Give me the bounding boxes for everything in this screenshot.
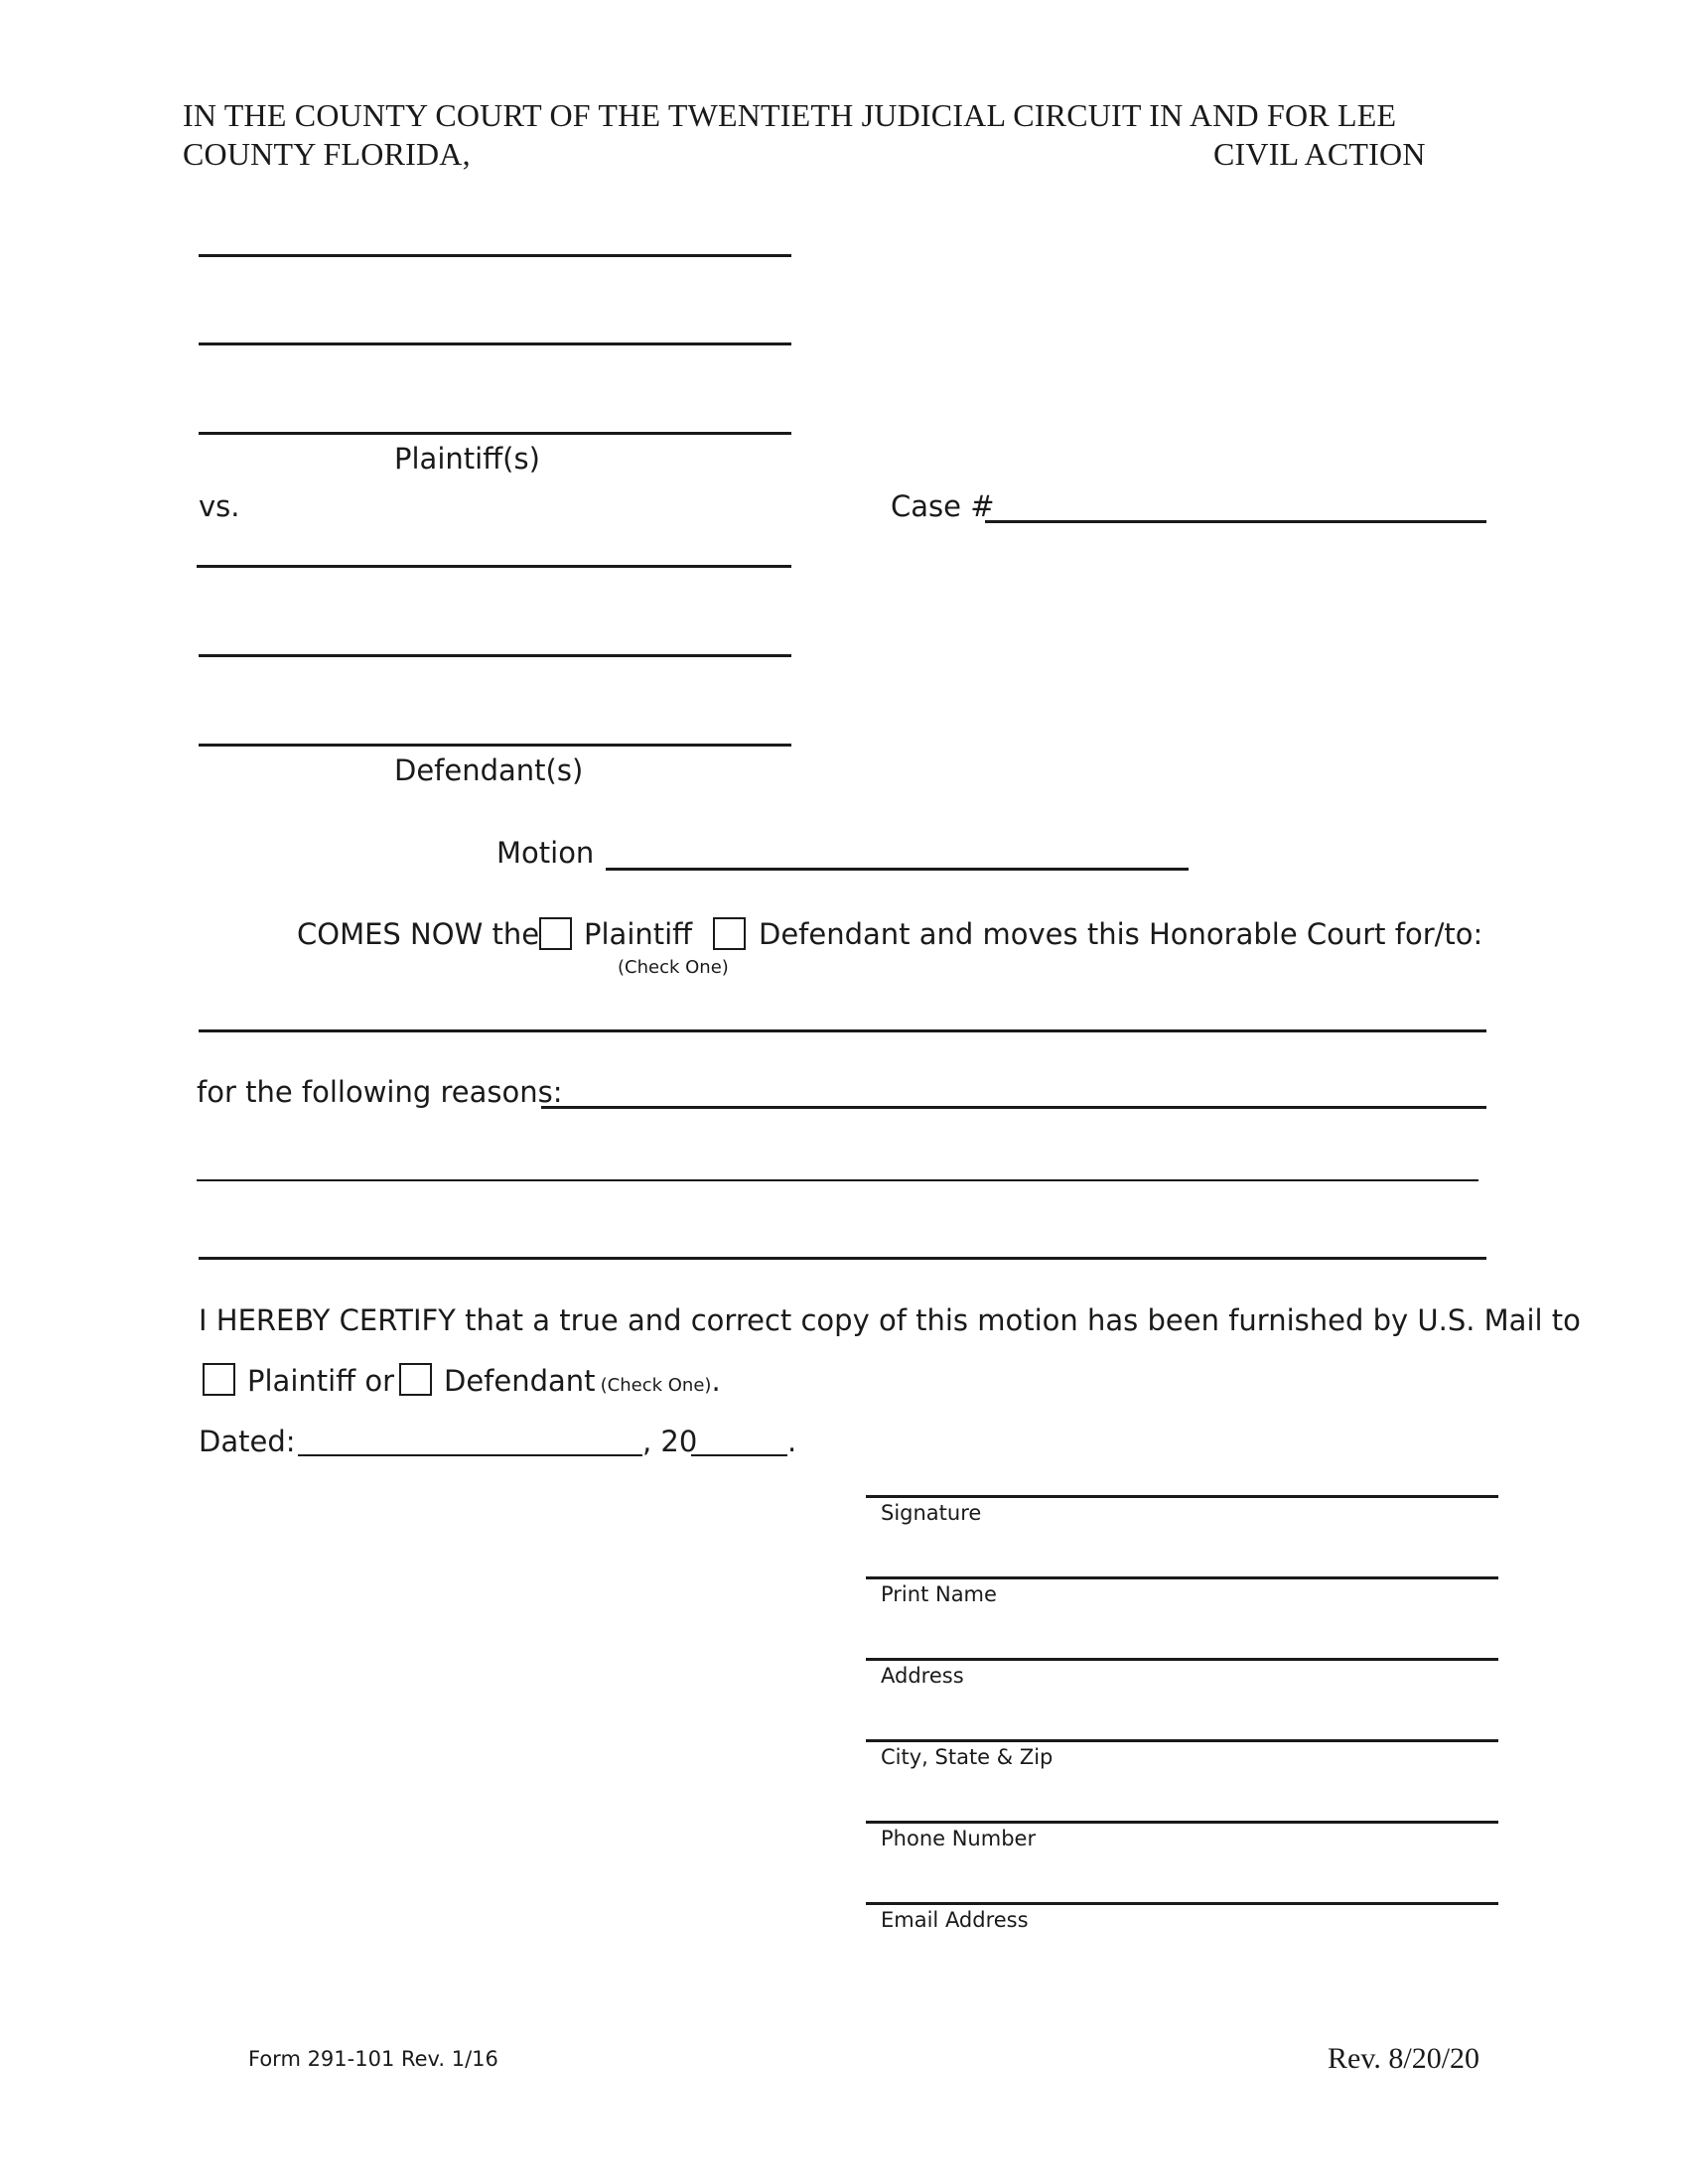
print-name-label: Print Name — [881, 1582, 997, 1606]
defendant-name-line-2[interactable] — [199, 654, 791, 657]
certify-statement: I HEREBY CERTIFY that a true and correct copy of this motion has been furnished by U.S. Mail to — [199, 1303, 1581, 1337]
reasons-label: for the following reasons: — [197, 1075, 563, 1109]
year-prefix: , 20 — [642, 1425, 698, 1458]
civil-action-label: CIVIL ACTION — [1213, 136, 1426, 172]
comes-now-text: COMES NOW the — [297, 917, 540, 951]
defendant-name-line-3[interactable] — [199, 744, 791, 747]
reasons-line-3[interactable] — [199, 1257, 1486, 1260]
plaintiff-name-line-3[interactable] — [199, 432, 791, 435]
movant-plaintiff-label: Plaintiff — [584, 917, 693, 951]
address-line[interactable] — [866, 1658, 1498, 1661]
city-state-zip-label: City, State & Zip — [881, 1745, 1054, 1769]
service-plaintiff-checkbox[interactable] — [203, 1363, 235, 1396]
signature-label: Signature — [881, 1501, 982, 1525]
plaintiff-name-line-2[interactable] — [199, 342, 791, 345]
plaintiffs-label: Plaintiff(s) — [394, 442, 540, 476]
form-number: Form 291-101 Rev. 1/16 — [248, 2047, 498, 2071]
service-defendant-group — [444, 1364, 721, 1398]
year-line[interactable] — [691, 1454, 787, 1456]
case-number-line[interactable] — [985, 520, 1486, 523]
defendant-name-line-1[interactable] — [197, 565, 791, 568]
service-defendant-checkbox[interactable] — [399, 1363, 432, 1396]
phone-number-label: Phone Number — [881, 1827, 1037, 1850]
movant-plaintiff-checkbox[interactable] — [539, 917, 572, 950]
movant-defendant-label: Defendant and moves this Honorable Court for/to: — [759, 917, 1483, 951]
dated-period: . — [787, 1425, 797, 1458]
case-number-label: Case # — [891, 489, 995, 523]
print-name-line[interactable] — [866, 1576, 1498, 1579]
email-address-label: Email Address — [881, 1908, 1029, 1932]
city-state-zip-line[interactable] — [866, 1739, 1498, 1742]
reasons-line-2[interactable] — [197, 1179, 1478, 1181]
court-header-line1: IN THE COUNTY COURT OF THE TWENTIETH JUDICIAL CIRCUIT IN AND FOR LEE — [183, 97, 1397, 133]
motion-label: Motion — [496, 836, 595, 870]
address-label: Address — [881, 1664, 964, 1688]
revision-date: Rev. 8/20/20 — [1328, 2042, 1480, 2075]
movant-defendant-checkbox[interactable] — [713, 917, 746, 950]
dated-label: Dated: — [199, 1425, 296, 1458]
service-defendant-label: Defendant — [444, 1364, 596, 1398]
signature-line[interactable] — [866, 1495, 1498, 1498]
reasons-line-1[interactable] — [541, 1106, 1486, 1109]
court-header-line2: COUNTY FLORIDA, — [183, 136, 471, 172]
motion-title-line[interactable] — [606, 868, 1189, 871]
service-plaintiff-label: Plaintiff or — [247, 1364, 395, 1398]
movant-check-one-note: (Check One) — [618, 957, 729, 978]
vs-label: vs. — [199, 489, 240, 523]
date-line[interactable] — [298, 1454, 642, 1456]
relief-sought-line[interactable] — [199, 1029, 1486, 1032]
service-period: . — [711, 1364, 721, 1398]
defendants-label: Defendant(s) — [394, 753, 584, 787]
email-address-line[interactable] — [866, 1902, 1498, 1905]
phone-number-line[interactable] — [866, 1821, 1498, 1824]
service-check-one-note: (Check One) — [600, 1375, 712, 1396]
plaintiff-name-line-1[interactable] — [199, 254, 791, 257]
